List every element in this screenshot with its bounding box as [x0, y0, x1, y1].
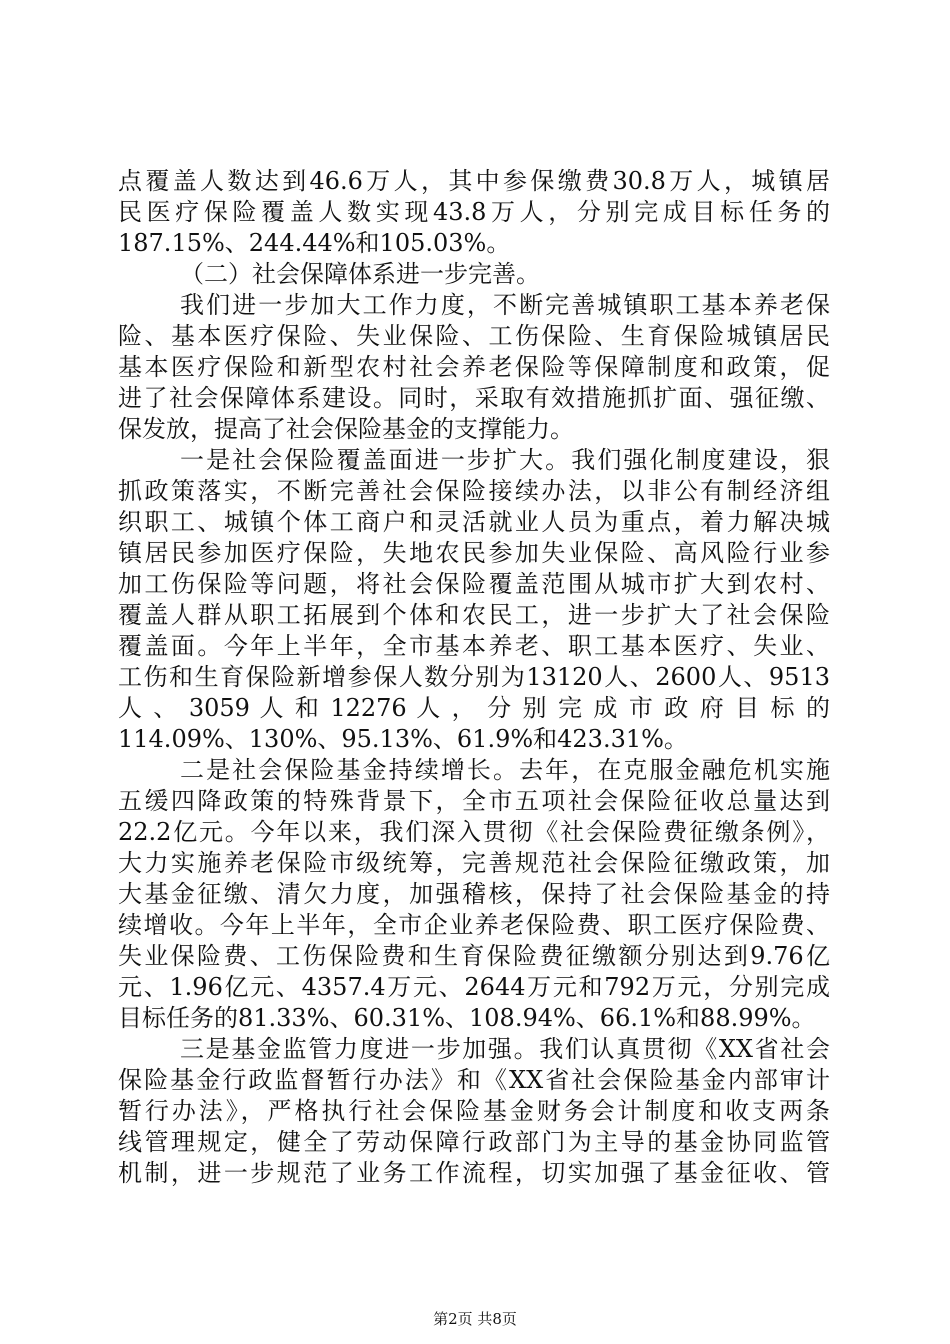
text-line: 工伤和生育保险新增参保人数分别为13120人、2600人、9513: [118, 663, 830, 691]
text-line: 覆盖面。今年上半年，全市基本养老、职工基本医疗、失业、: [118, 632, 830, 660]
text-line: 三是基金监管力度进一步加强。我们认真贯彻《XX省社会: [180, 1035, 830, 1063]
text-line: 暂行办法》，严格执行社会保险基金财务会计制度和收支两条: [118, 1097, 830, 1125]
text-line: 元、1.96亿元、4357.4万元、2644万元和792万元，分别完成: [118, 973, 830, 1001]
text-line: 基本医疗保险和新型农村社会养老保险等保障制度和政策，促: [118, 353, 830, 381]
text-line: 进了社会保障体系建设。同时，采取有效措施抓扩面、强征缴、: [118, 384, 830, 412]
text-line: 一是社会保险覆盖面进一步扩大。我们强化制度建设，狠: [180, 446, 830, 474]
text-line: 大基金征缴、清欠力度，加强稽核，保持了社会保险基金的持: [118, 880, 830, 908]
text-line: 保险基金行政监督暂行办法》和《XX省社会保险基金内部审计: [118, 1066, 830, 1094]
page-number-footer: 第2页 共8页: [433, 1310, 517, 1328]
text-line: 机制，进一步规范了业务工作流程，切实加强了基金征收、管: [118, 1159, 830, 1187]
text-line: 187.15%、244.44%和105.03%。: [118, 229, 511, 257]
text-line: 覆盖人群从职工拓展到个体和农民工，进一步扩大了社会保险: [118, 601, 830, 629]
text-line: 人 、 3059 人 和 12276 人 ， 分 别 完 成 市 政 府 目 标 的: [118, 694, 830, 722]
text-line: 目标任务的81.33%、60.31%、108.94%、66.1%和88.99%。: [118, 1004, 816, 1032]
text-line: （二）社会保障体系进一步完善。: [180, 260, 540, 288]
text-line: 点覆盖人数达到46.6万人，其中参保缴费30.8万人，城镇居: [118, 167, 830, 195]
text-line: 我们进一步加大工作力度，不断完善城镇职工基本养老保: [180, 291, 830, 319]
text-line: 二是社会保险基金持续增长。去年，在克服金融危机实施: [180, 756, 830, 784]
text-line: 抓政策落实，不断完善社会保险接续办法，以非公有制经济组: [118, 477, 830, 505]
text-line: 织职工、城镇个体工商户和灵活就业人员为重点，着力解决城: [118, 508, 830, 536]
text-line: 线管理规定，健全了劳动保障行政部门为主导的基金协同监管: [118, 1128, 830, 1156]
text-line: 续增收。今年上半年，全市企业养老保险费、职工医疗保险费、: [118, 911, 830, 939]
document-body: [118, 166, 830, 1189]
text-line: 民医疗保险覆盖人数实现43.8万人，分别完成目标任务的: [118, 198, 830, 226]
text-line: 失业保险费、工伤保险费和生育保险费征缴额分别达到9.76亿: [118, 942, 830, 970]
text-line: 险、基本医疗保险、失业保险、工伤保险、生育保险城镇居民: [118, 322, 830, 350]
text-line: 22.2亿元。今年以来，我们深入贯彻《社会保险费征缴条例》，: [118, 818, 830, 846]
text-line: 镇居民参加医疗保险，失地农民参加失业保险、高风险行业参: [118, 539, 830, 567]
text-line: 大力实施养老保险市级统筹，完善规范社会保险征缴政策，加: [118, 849, 830, 877]
text-line: 保发放，提高了社会保险基金的支撑能力。: [118, 415, 574, 443]
text-line: 加工伤保险等问题，将社会保险覆盖范围从城市扩大到农村、: [118, 570, 830, 598]
text-line: 114.09%、130%、95.13%、61.9%和423.31%。: [118, 725, 688, 753]
text-line: 五缓四降政策的特殊背景下，全市五项社会保险征收总量达到: [118, 787, 830, 815]
